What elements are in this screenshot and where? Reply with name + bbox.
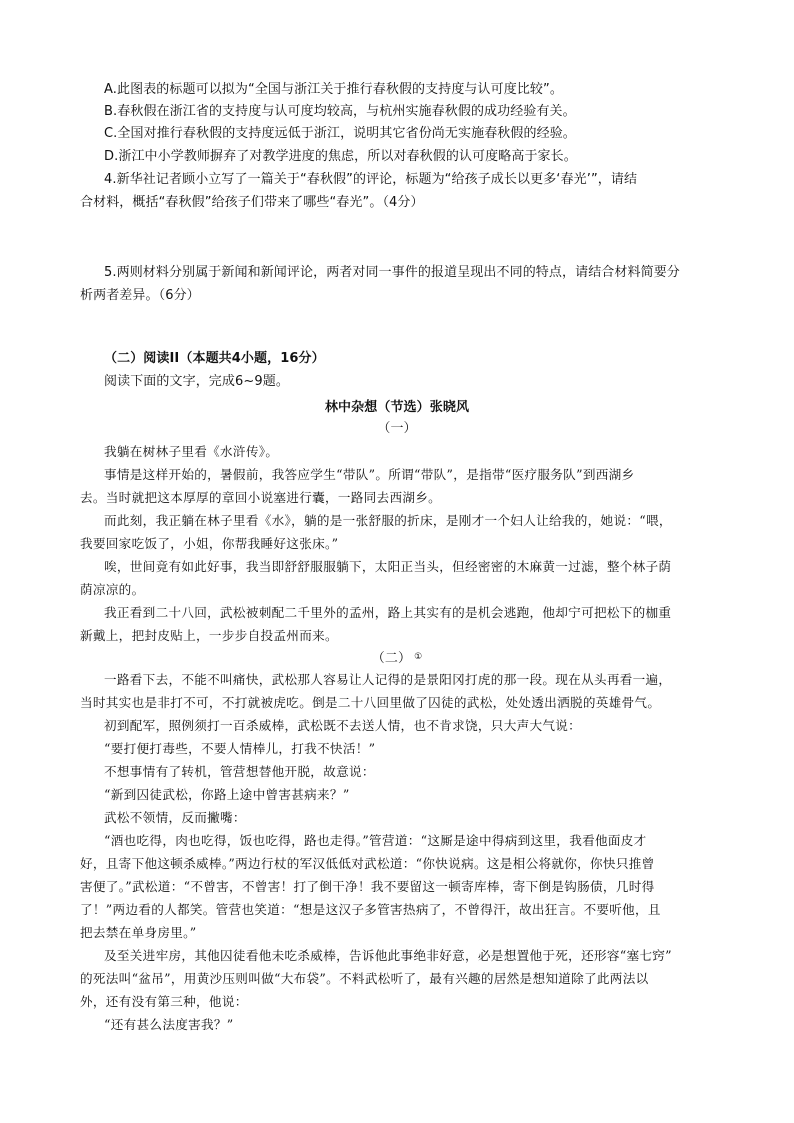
q3-option-c: C.全国对推行春秋假的支持度远低于浙江，说明其它省份尚无实施春秋假的经验。 xyxy=(104,126,576,141)
passage-title: 林中杂想（节选）张晓风 xyxy=(324,400,470,415)
passage-para: 我躺在树林子里看《水浒传》。 xyxy=(104,444,279,459)
q5-line-1: 5.两则材料分别属于新闻和新闻评论，两者对同一事件的报道呈现出不同的特点，请结合材料简要分 xyxy=(104,265,680,280)
passage-para: 荫凉凉的。 xyxy=(80,582,145,597)
q5-line-2: 析两者差异。（6分） xyxy=(80,288,200,303)
passage-para: 我要回家吃饭了，小姐，你帮我睡好这张床。” xyxy=(80,536,339,551)
q4-line-2: 合材料，概括“春秋假”给孩子们带来了哪些“春光”。（4分） xyxy=(80,195,424,210)
section-heading: （二）阅读II（本题共4小题，16分） xyxy=(104,351,325,366)
passage-para: 把去禁在单身房里。” xyxy=(80,925,197,940)
passage-para: 一路看下去，不能不叫痛快，武松那人容易让人记得的是景阳冈打虎的那一段。现在从头再看一遍， xyxy=(104,672,672,687)
passage-para: “新到囚徒武松，你路上途中曾害甚病来？” xyxy=(104,787,350,802)
passage-para: 害便了。”武松道：“不曾害，不曾害！打了倒干净！我不要留这一顿寄库棒，寄下倒是钩肠债，几时得 xyxy=(80,879,655,894)
passage-para: 外，还有没有第三种，他说： xyxy=(80,994,248,1009)
passage-para: 事情是这样开始的，暑假前，我答应学生“带队”。所谓“带队”，是指带“医疗服务队”到西湖乡 xyxy=(104,467,635,482)
q4-line-1: 4.新华社记者顾小立写了一篇关于“春秋假”的评论，标题为“给孩子成长以更多‘春光’”，请结 xyxy=(104,172,638,187)
part1-label: （一） xyxy=(377,421,417,436)
passage-para: 而此刻，我正躺在林子里看《水》，躺的是一张舒服的折床，是刚才一个妇人让给我的，她说：“喂， xyxy=(104,513,672,528)
passage-para: 了！”两边看的人都笑。管营也笑道：“想是这汉子多管害热病了，不曾得汗，故出狂言。不要听他，且 xyxy=(80,902,661,917)
section-instruction: 阅读下面的文字，完成6~9题。 xyxy=(104,374,289,389)
passage-para: 唉，世间竟有如此好事，我当即舒舒服服躺下，太阳正当头，但经密密的木麻黄一过滤，整个林子荫 xyxy=(104,559,672,574)
passage-para: 我正看到二十八回，武松被刺配二千里外的孟州，路上其实有的是机会逃跑，他却宁可把松下的枷重 xyxy=(104,605,672,620)
passage-para: 去。当时就把这本厚厚的章回小说塞进行囊，一路同去西湖乡。 xyxy=(80,490,442,505)
q3-option-d: D.浙江中小学教师摒弃了对教学进度的焦虑，所以对春秋假的认可度略高于家长。 xyxy=(104,149,577,164)
passage-para: 不想事情有了转机，管营想替他开脱，故意说： xyxy=(104,764,375,779)
passage-para: 当时其实也是非打不可，不打就被虎吃。倒是二十八回里做了囚徒的武松，处处透出洒脱的英雄骨气。 xyxy=(80,695,661,710)
passage-para: “还有甚么法度害我？” xyxy=(104,1017,234,1032)
part2-label xyxy=(0,646,794,670)
part2-label-text: （二） xyxy=(371,651,412,666)
q3-option-a: A.此图表的标题可以拟为“全国与浙江关于推行春秋假的支持度与认可度比较”。 xyxy=(104,82,563,97)
passage-para: “酒也吃得，肉也吃得，饭也吃得，路也走得。”管营道：“这厮是途中得病到这里，我看他面皮才 xyxy=(104,833,647,848)
passage-para: 及至关进牢房，其他囚徒看他未吃杀威棒，告诉他此事绝非好意，必是想置他于死，还形容“塞七窍” xyxy=(104,948,672,963)
passage-para: 武松不领情，反而撇嘴： xyxy=(104,810,246,825)
passage-para: 新戴上，把封皮贴上，一步步自投孟州而来。 xyxy=(80,628,338,643)
passage-para: 初到配军，照例须打一百杀威棒，武松既不去送人情，也不肯求饶，只大声大气说： xyxy=(104,718,582,733)
passage-para: 好，且寄下他这顿杀威棒。”两边行杖的军汉低低对武松道：“你快说病。这是相公将就你，你快只推曾 xyxy=(80,856,655,871)
passage-para: 的死法叫“盆吊”，用黄沙压则叫做“大布袋”。不料武松听了，最有兴趣的居然是想知道除了此两法以 xyxy=(80,971,649,986)
footnote-marker: ① xyxy=(414,652,423,662)
passage-para: “要打便打毒些，不要人情棒儿，打我不快活！” xyxy=(104,741,376,756)
q3-option-b: B.春秋假在浙江省的支持度与认可度均较高，与杭州实施春秋假的成功经验有关。 xyxy=(104,104,576,119)
